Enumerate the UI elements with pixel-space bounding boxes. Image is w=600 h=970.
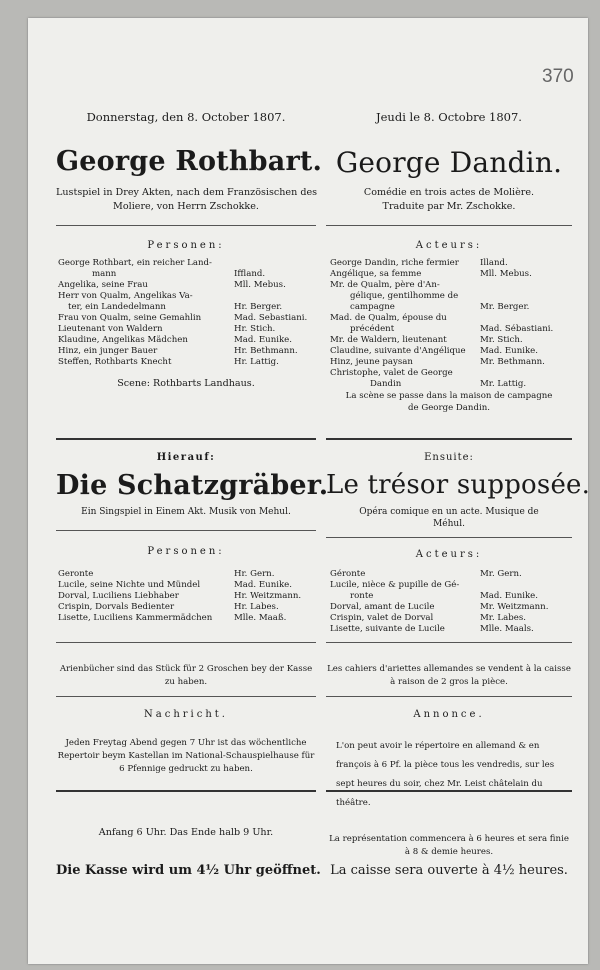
cast-role: Claudine, suivante d'Angélique — [330, 346, 466, 356]
cast-row — [326, 313, 572, 324]
cast-actor: Mlle. Maals. — [480, 624, 534, 634]
cast-role: Dorval, amant de Lucile — [330, 602, 435, 612]
cast-row — [56, 269, 316, 280]
cast-row — [326, 335, 572, 346]
cast-row — [56, 346, 316, 357]
cast-role: Lisette, suivante de Lucile — [330, 624, 445, 634]
cast-actor: Mad. Eunike. — [480, 346, 539, 356]
cast-role: Geronte — [58, 569, 94, 579]
divider — [56, 696, 316, 697]
cast-role: Herr von Qualm, Angelikas Va- — [58, 291, 193, 301]
cast-role: Lucile, nièce & pupille de Gé- — [330, 580, 460, 590]
cast-row — [326, 613, 572, 624]
cast-role: Géronte — [330, 569, 366, 579]
cast-row — [326, 580, 572, 591]
german-subtitle-3: Ein Singspiel in Einem Akt. Musik von Mehul. — [81, 507, 291, 517]
cast-row — [56, 357, 316, 368]
cast-role: gélique, gentilhomme de — [350, 291, 459, 301]
cast-row — [56, 291, 316, 302]
cast-role: Angélique, sa femme — [330, 269, 422, 279]
divider — [326, 225, 572, 226]
cast-actor: Mr. Lattig. — [480, 379, 527, 389]
cast-role: Klaudine, Angelikas Mädchen — [58, 335, 188, 345]
cast-role: Lucile, seine Nichte und Mündel — [58, 580, 201, 590]
cast-role: Angelika, seine Frau — [58, 280, 148, 290]
german-column — [56, 18, 329, 964]
cast-role: George Rothbart, ein reicher Land- — [58, 258, 212, 268]
cast-row — [56, 280, 316, 291]
archive-number: 370 — [542, 66, 574, 87]
divider — [56, 438, 316, 440]
cast-actor: Mad. Eunike. — [480, 591, 539, 601]
cast-row — [56, 335, 316, 346]
cast-actor: Hr. Gern. — [234, 569, 275, 579]
german-cast2-heading: Personen: — [147, 546, 225, 557]
french-cast2-heading: Acteurs: — [415, 549, 483, 560]
german-notice-heading: Nachricht. — [144, 709, 228, 720]
cast-actor: Hr. Bethmann. — [234, 346, 298, 356]
cast-role: George Dandin, riche fermier — [330, 258, 459, 268]
cast-row — [326, 624, 572, 635]
cast-row — [326, 602, 572, 613]
german-title-2: Die Schatzgräber. — [56, 470, 329, 501]
german-title: George Rothbart. — [56, 146, 323, 177]
cast-row — [326, 346, 572, 357]
cast-role: Crispin, valet de Dorval — [330, 613, 434, 623]
cast-row — [56, 580, 316, 591]
french-after-heading: Ensuite: — [424, 452, 474, 463]
divider — [326, 790, 572, 792]
french-cast-heading: Acteurs: — [415, 240, 483, 251]
cast-row — [326, 291, 572, 302]
german-after-heading: Hierauf: — [156, 452, 216, 463]
cast-row — [326, 591, 572, 602]
french-title-2: Le trésor supposée. — [326, 470, 591, 500]
german-box-office: Die Kasse wird um 4½ Uhr geöffnet. — [56, 863, 321, 878]
cast-actor: Illand. — [480, 258, 508, 268]
divider — [56, 790, 316, 792]
cast-role: Hinz, ein junger Bauer — [58, 346, 158, 356]
cast-row — [326, 258, 572, 269]
cast-actor: Mr. Weitzmann. — [480, 602, 549, 612]
cast-row — [326, 357, 572, 368]
cast-row — [326, 280, 572, 291]
cast-actor: Mr. Gern. — [480, 569, 522, 579]
cast-row — [326, 302, 572, 313]
cast-row — [56, 591, 316, 602]
french-title: George Dandin. — [335, 146, 563, 179]
cast-role: Hinz, jeune paysan — [330, 357, 413, 367]
playbill-sheet — [28, 18, 591, 964]
french-subtitle-3: Opéra comique en un acte. Musique de — [359, 507, 539, 517]
german-cast-heading: Personen: — [147, 240, 225, 251]
cast-actor: Hr. Labes. — [234, 602, 279, 612]
cast-row — [56, 569, 316, 580]
cast-role: précédent — [350, 324, 395, 334]
cast-actor: Mad. Eunike. — [234, 335, 293, 345]
french-scene-1: La scène se passe dans la maison de campagne — [345, 391, 553, 401]
cast-actor: Mr. Stich. — [480, 335, 523, 345]
cast-role: Christophe, valet de George — [330, 368, 453, 378]
cast-row — [56, 324, 316, 335]
cast-actor: Mr. Berger. — [480, 302, 530, 312]
divider — [56, 530, 316, 531]
cast-role: ter, ein Landedelmann — [68, 302, 166, 312]
divider — [326, 537, 572, 538]
cast-role: Crispin, Dorvals Bedienter — [58, 602, 175, 612]
cast-role: Mr. de Waldern, lieutenant — [330, 335, 447, 345]
french-scene-2: de George Dandin. — [408, 403, 490, 413]
cast-role: Dandin — [370, 379, 402, 389]
cast-row — [326, 269, 572, 280]
french-subtitle-4: Méhul. — [433, 519, 465, 529]
french-notice-heading: Annonce. — [413, 709, 485, 720]
cast-actor: Mll. Mebus. — [234, 280, 286, 290]
cast-row — [326, 379, 572, 390]
cast-role: Frau von Qualm, seine Gemahlin — [58, 313, 202, 323]
cast-row — [56, 313, 316, 324]
cast-actor: Mr. Bethmann. — [480, 357, 545, 367]
cast-role: campagne — [350, 302, 395, 312]
cast-actor: Mr. Labes. — [480, 613, 526, 623]
german-date: Donnerstag, den 8. October 1807. — [86, 110, 286, 124]
cast-role: Mr. de Qualm, père d'An- — [330, 280, 440, 290]
divider — [56, 225, 316, 226]
cast-actor: Iffland. — [234, 269, 266, 279]
cast-role: mann — [92, 269, 117, 279]
german-scene: Scene: Rothbarts Landhaus. — [117, 378, 255, 389]
cast-role: Lisette, Luciliens Kammermädchen — [58, 613, 213, 623]
french-libretto-note: Les cahiers d'ariettes allemandes se vendent à la caisse à raison de 2 gros la pièce. — [327, 663, 571, 687]
cast-row — [56, 613, 316, 624]
cast-actor: Mad. Sébastiani. — [480, 324, 554, 334]
cast-row — [56, 258, 316, 269]
french-box-office: La caisse sera ouverte à 4½ heures. — [330, 863, 568, 878]
french-subtitle-1: Comédie en trois actes de Molière. — [363, 187, 535, 198]
french-notice: L'on peut avoir le répertoire en allemand & en françois à 6 Pf. la pièce tous les vendredis, sur les sept heures du soir, chez Mr. Leist châtelain du théâtre. — [336, 740, 555, 808]
cast-row — [326, 368, 572, 379]
divider — [326, 642, 572, 643]
german-libretto-note: Arienbücher sind das Stück für 2 Groschen bey der Kasse zu haben. — [59, 663, 313, 687]
cast-row — [56, 302, 316, 313]
cast-role: Mad. de Qualm, épouse du — [330, 313, 447, 323]
cast-row — [326, 324, 572, 335]
cast-row — [56, 602, 316, 613]
cast-actor: Mll. Mebus. — [480, 269, 532, 279]
french-start-time: La représentation commencera à 6 heures et sera finie à 8 & demie heures. — [329, 833, 569, 857]
cast-actor: Mad. Sebastiani. — [234, 313, 308, 323]
french-subtitle-2: Traduite par Mr. Zschokke. — [382, 201, 516, 212]
cast-actor: Hr. Stich. — [234, 324, 276, 334]
cast-role: ronte — [350, 591, 374, 601]
cast-actor: Hr. Weitzmann. — [234, 591, 302, 601]
german-subtitle-1: Lustspiel in Drey Akten, nach dem Französischen des — [56, 187, 318, 198]
divider — [56, 642, 316, 643]
cast-role: Steffen, Rothbarts Knecht — [58, 357, 172, 367]
cast-actor: Mad. Eunike. — [234, 580, 293, 590]
german-start-time: Anfang 6 Uhr. Das Ende halb 9 Uhr. — [98, 827, 274, 838]
german-notice: Jeden Freytag Abend gegen 7 Uhr ist das wöchentliche Repertoir beym Kastellan im National-Schauspielhause für 6 Pfennige gedruckt zu haben. — [57, 737, 315, 774]
french-column — [326, 18, 591, 964]
cast-actor: Mlle. Maaß. — [234, 613, 287, 623]
divider — [326, 438, 572, 440]
cast-actor: Hr. Lattig. — [234, 357, 279, 367]
cast-actor: Hr. Berger. — [234, 302, 283, 312]
divider — [326, 696, 572, 697]
cast-row — [326, 569, 572, 580]
cast-role: Dorval, Luciliens Liebhaber — [58, 591, 179, 601]
cast-role: Lieutenant von Waldern — [58, 324, 163, 334]
german-subtitle-2: Moliere, von Herrn Zschokke. — [113, 201, 259, 212]
french-date: Jeudi le 8. Octobre 1807. — [376, 110, 522, 124]
